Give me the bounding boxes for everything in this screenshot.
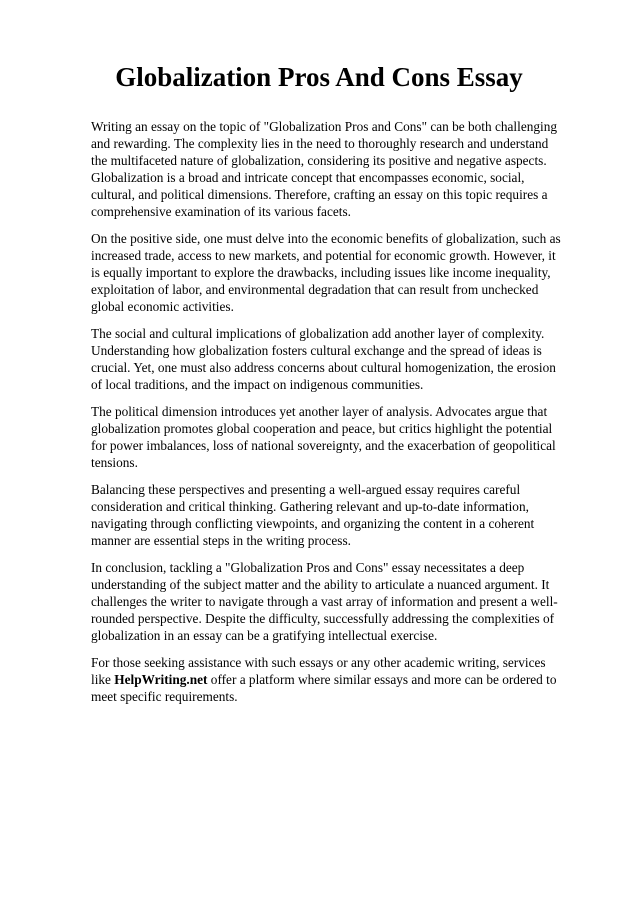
- paragraph-1: Writing an essay on the topic of "Globalization Pros and Cons" can be both challenging and rewarding. The complexity lies in the need to thoroughly research and understand the multifaceted nature of globalization, considering its positive and negative aspects. Globalization is a broad and intricate concept that encompasses economic, social, cultural, and political dimensions. Therefore, crafting an essay on this topic requires a comprehensive examination of its various facets.: [91, 119, 558, 219]
- paragraph-6: In conclusion, tackling a "Globalization Pros and Cons" essay necessitates a deep understanding of the subject matter and the ability to articulate a nuanced argument. It challenges the writer to navigate through a vast array of information and present a well-rounded perspective. Despite the difficulty, successfully addressing the complexities of globalization in an essay can be a gratifying intellectual exercise.: [91, 560, 558, 643]
- paragraph-2: On the positive side, one must delve into the economic benefits of globalization, such as increased trade, access to new markets, and potential for economic growth. However, it is equally important to explore the drawbacks, including issues like income inequality, exploitation of labor, and environmental degradation that can result from unchecked global economic activities.: [91, 231, 561, 314]
- paragraph-5: Balancing these perspectives and presenting a well-argued essay requires careful consideration and critical thinking. Gathering relevant and up-to-date information, navigating through conflicting viewpoints, and organizing the content in a coherent manner are essential steps in the writing process.: [91, 482, 535, 548]
- document-title: Globalization Pros And Cons Essay: [115, 62, 523, 92]
- paragraph-7-after: offer a platform where similar essays and more can be ordered to meet specific requirements.: [91, 672, 557, 704]
- brand-name: HelpWriting.net: [114, 672, 208, 687]
- paragraph-7-before: For those seeking assistance with such essays or any other academic writing, services like: [91, 655, 546, 687]
- document-body: [91, 118, 561, 715]
- paragraph-7: [91, 654, 561, 705]
- paragraph-4: The political dimension introduces yet another layer of analysis. Advocates argue that globalization promotes global cooperation and peace, but critics highlight the potential for power imbalances, loss of national sovereignty, and the exacerbation of geopolitical tensions.: [91, 404, 556, 470]
- paragraph-3: The social and cultural implications of globalization add another layer of complexity. Understanding how globalization fosters cultural exchange and the spread of ideas is crucial. Yet, one must also address concerns about cultural homogenization, the erosion of local traditions, and the impact on indigenous communities.: [91, 326, 556, 392]
